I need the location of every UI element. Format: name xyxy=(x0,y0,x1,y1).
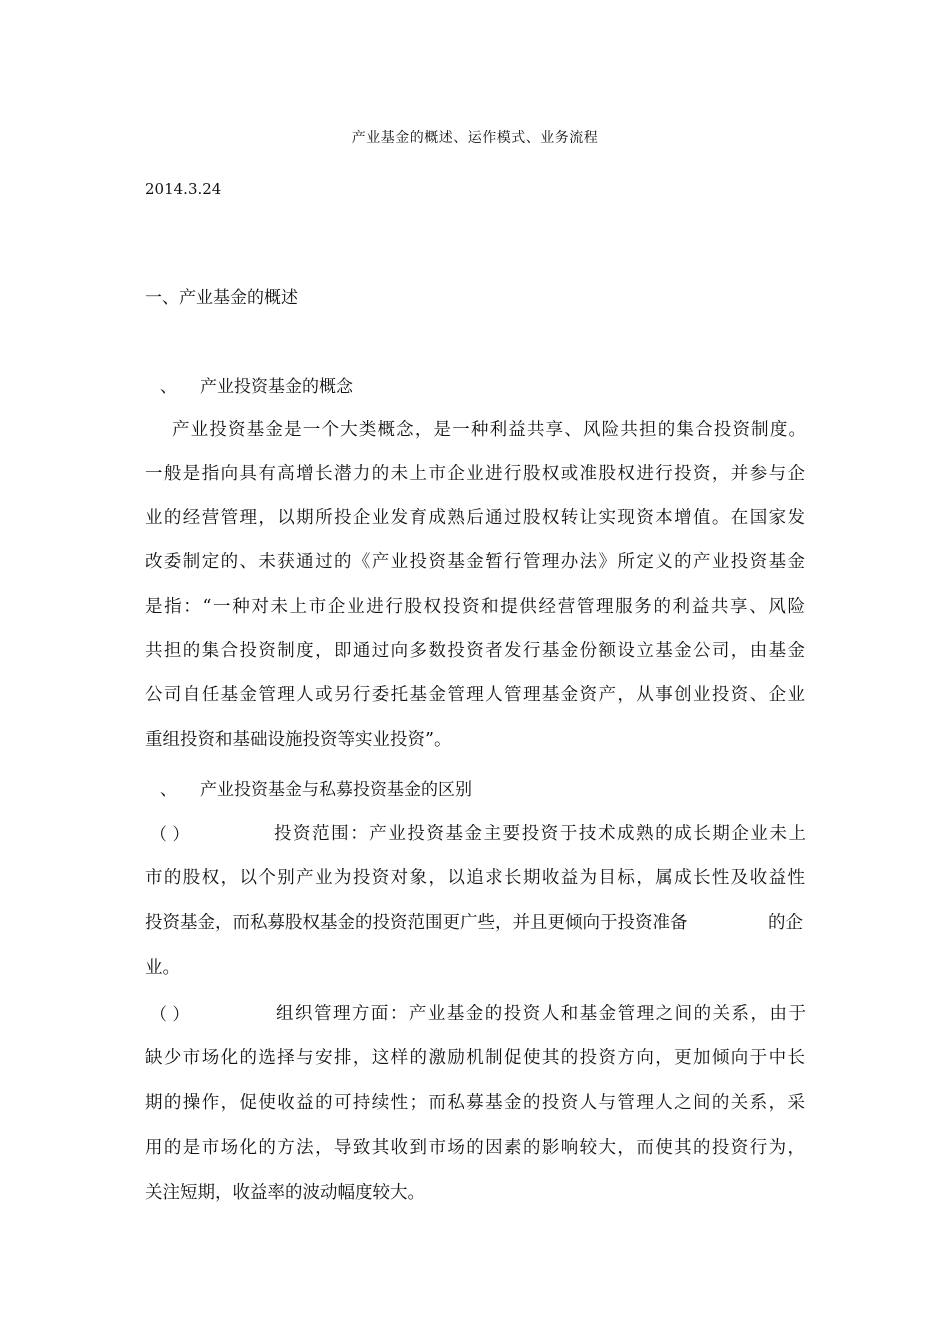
subsection-marker-1: 、 xyxy=(160,377,177,397)
paragraph-line: 业的经营管理，以期所投企业发育成熟后通过股权转让实现资本增值。在国家发 xyxy=(145,508,805,528)
paragraph-line: 缺少市场化的选择与安排，这样的激励机制促使其的投资方向，更加倾向于中长 xyxy=(145,1048,805,1068)
paragraph-line-tail: 的企 xyxy=(768,913,803,933)
paragraph-line: 公司自任基金管理人或另行委托基金管理人管理基金资产，从事创业投资、企业 xyxy=(145,685,805,705)
section-heading-1: 一、产业基金的概述 xyxy=(145,288,298,308)
subsection-marker-2: 、 xyxy=(160,780,177,800)
paragraph-line: 重组投资和基础设施投资等实业投资”。 xyxy=(145,730,452,750)
paragraph-line: 改委制定的、未获通过的《产业投资基金暂行管理办法》所定义的产业投资基金 xyxy=(145,552,805,572)
paragraph-line: 期的操作，促使收益的可持续性；而私募基金的投资人与管理人之间的关系，采 xyxy=(145,1093,805,1113)
subsection-heading-2: 产业投资基金与私募投资基金的区别 xyxy=(200,780,472,800)
document-title: 产业基金的概述、运作模式、业务流程 xyxy=(351,130,599,146)
paragraph-line: 是指：“一种对未上市企业进行股权投资和提供经营管理服务的利益共享、风险 xyxy=(145,597,805,617)
paragraph-line: 市的股权，以个别产业为投资对象，以追求长期收益为目标，属成长性及收益性 xyxy=(145,868,805,888)
document-date: 2014.3.24 xyxy=(145,180,222,198)
paragraph-line: 产业投资基金是一个大类概念，是一种利益共享、风险共担的集合投资制度。 xyxy=(172,420,806,440)
paragraph-line: 投资基金，而私募股权基金的投资范围更广些，并且更倾向于投资准备 xyxy=(145,913,688,933)
list-item-marker-2: （ ） xyxy=(150,1005,190,1025)
paragraph-line: 关注短期，收益率的波动幅度较大。 xyxy=(145,1183,425,1203)
paragraph-line: 用的是市场化的方法，导致其收到市场的因素的影响较大，而使其的投资行为， xyxy=(145,1138,805,1158)
list-item-first-line: 投资范围：产业投资基金主要投资于技术成熟的成长期企业未上 xyxy=(274,824,806,844)
subsection-heading-1: 产业投资基金的概念 xyxy=(200,377,353,397)
paragraph-line: 共担的集合投资制度，即通过向多数投资者发行基金份额设立基金公司，由基金 xyxy=(145,641,805,661)
paragraph-line: 业。 xyxy=(145,958,180,978)
list-item-marker-1: （ ） xyxy=(150,825,190,845)
list-item-first-line: 组织管理方面：产业基金的投资人和基金管理之间的关系，由于 xyxy=(276,1004,806,1024)
paragraph-line: 一般是指向具有高增长潜力的未上市企业进行股权或准股权进行投资，并参与企 xyxy=(145,464,805,484)
